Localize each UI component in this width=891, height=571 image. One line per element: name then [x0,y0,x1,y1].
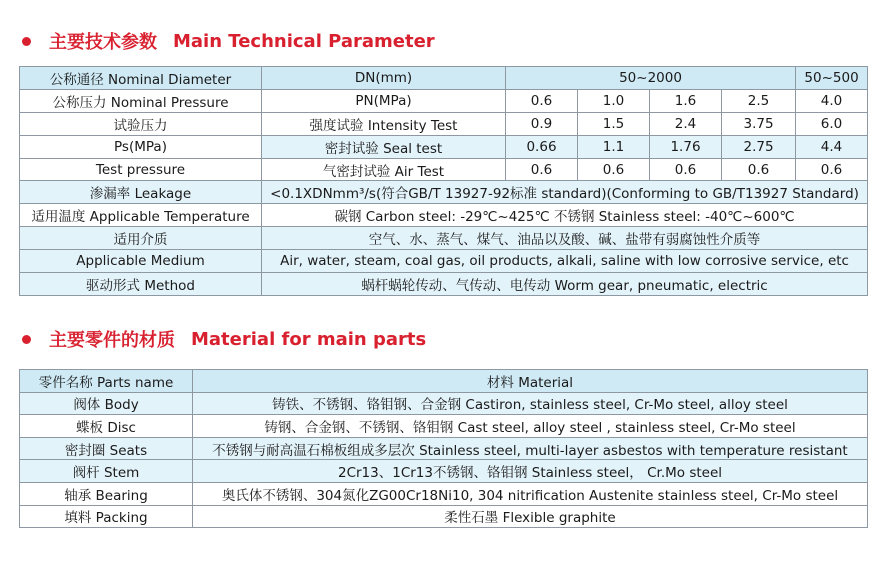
part-material: 2Cr13、1Cr13不锈钢、铬钼钢 Stainless steel， Cr.Mo steel [193,460,868,483]
table-row [20,181,868,204]
drive-label: 驱动形式 Method [20,273,262,296]
section-title-material [22,326,426,352]
table-cell: 0.66 [506,135,578,158]
table-row [20,204,868,227]
table-row [20,227,868,250]
table-row [20,67,868,90]
table-row [20,89,868,112]
section-title-en: Main Technical Parameter [173,30,435,52]
bullet-icon [22,37,31,46]
leakage-label: 渗漏率 Leakage [20,181,262,204]
nominal-diameter-label: 公称通径 Nominal Diameter [20,67,262,90]
intensity-test-label: 强度试验 Intensity Test [262,112,506,135]
medium-label-cn: 适用介质 [20,227,262,250]
section-title-cn: 主要技术参数 [49,32,157,53]
table-cell: 0.6 [506,89,578,112]
part-name: 填料 Packing [20,505,193,528]
nominal-diameter-range-1: 50~2000 [506,67,796,90]
table-cell: 0.9 [506,112,578,135]
table-cell: 4.4 [796,135,868,158]
table-header-row [20,370,868,393]
temperature-value: 碳钢 Carbon steel: -29℃~425℃ 不锈钢 Stainless steel: -40℃~600℃ [262,204,868,227]
drive-value: 蜗杆蜗轮传动、气传动、电传动 Worm gear, pneumatic, electric [262,273,868,296]
part-material: 柔性石墨 Flexible graphite [193,505,868,528]
table-row [20,460,868,483]
bullet-icon [22,335,31,344]
table-row [20,158,868,181]
part-material: 奥氏体不锈钢、304氮化ZG00Cr18Ni10, 304 nitrification Austenite stainless steel, Cr-Mo steel [193,482,868,505]
part-name: 轴承 Bearing [20,482,193,505]
material-header: 材料 Material [193,370,868,393]
air-test-label: 气密封试验 Air Test [262,158,506,181]
parts-name-header: 零件名称 Parts name [20,370,193,393]
table-cell: 4.0 [796,89,868,112]
table-cell: 0.6 [796,158,868,181]
table-row [20,437,868,460]
table-row [20,415,868,438]
table-row [20,392,868,415]
table-cell: 1.5 [578,112,650,135]
table-cell: 2.4 [650,112,722,135]
material-table [19,369,868,528]
medium-value-cn: 空气、水、蒸气、煤气、油品以及酸、碱、盐带有弱腐蚀性介质等 [262,227,868,250]
medium-label-en: Applicable Medium [20,250,262,273]
test-pressure-label-3: Test pressure [20,158,262,181]
table-cell: 0.6 [506,158,578,181]
nominal-pressure-unit: PN(MPa) [262,89,506,112]
section-title-technical [22,28,435,54]
table-row [20,505,868,528]
table-row [20,112,868,135]
table-cell: 1.6 [650,89,722,112]
part-name: 阀体 Body [20,392,193,415]
part-name: 阀杆 Stem [20,460,193,483]
table-cell: 1.1 [578,135,650,158]
leakage-value: <0.1XDNmm³/s(符合GB/T 13927-92标准 standard)(Conforming to GB/T13927 Standard) [262,181,868,204]
table-cell: 2.75 [722,135,796,158]
part-material: 铸钢、合金钢、不锈钢、铬钼钢 Cast steel, alloy steel , stainless steel, Cr-Mo steel [193,415,868,438]
table-cell: 0.6 [578,158,650,181]
table-row [20,135,868,158]
nominal-diameter-unit: DN(mm) [262,67,506,90]
table-row [20,250,868,273]
seal-test-label: 密封试验 Seal test [262,135,506,158]
table-cell: 1.76 [650,135,722,158]
table-cell: 1.0 [578,89,650,112]
table-cell: 2.5 [722,89,796,112]
section-title-en: Material for main parts [191,328,427,350]
table-cell: 6.0 [796,112,868,135]
part-material: 不锈钢与耐高温石棉板组成多层次 Stainless steel, multi-layer asbestos with temperature resistant [193,437,868,460]
test-pressure-label-2: Ps(MPa) [20,135,262,158]
nominal-pressure-label: 公称压力 Nominal Pressure [20,89,262,112]
test-pressure-label-1: 试验压力 [20,112,262,135]
table-cell: 3.75 [722,112,796,135]
table-cell: 0.6 [650,158,722,181]
technical-parameter-table [19,66,868,296]
nominal-diameter-range-2: 50~500 [796,67,868,90]
section-title-cn: 主要零件的材质 [49,330,175,351]
table-row [20,273,868,296]
table-row [20,482,868,505]
medium-value-en: Air, water, steam, coal gas, oil products, alkali, saline with low corrosive service, etc [262,250,868,273]
temperature-label: 适用温度 Applicable Temperature [20,204,262,227]
part-name: 密封圈 Seats [20,437,193,460]
table-cell: 0.6 [722,158,796,181]
part-name: 蝶板 Disc [20,415,193,438]
part-material: 铸铁、不锈钢、铬钼钢、合金钢 Castiron, stainless steel, Cr-Mo steel, alloy steel [193,392,868,415]
